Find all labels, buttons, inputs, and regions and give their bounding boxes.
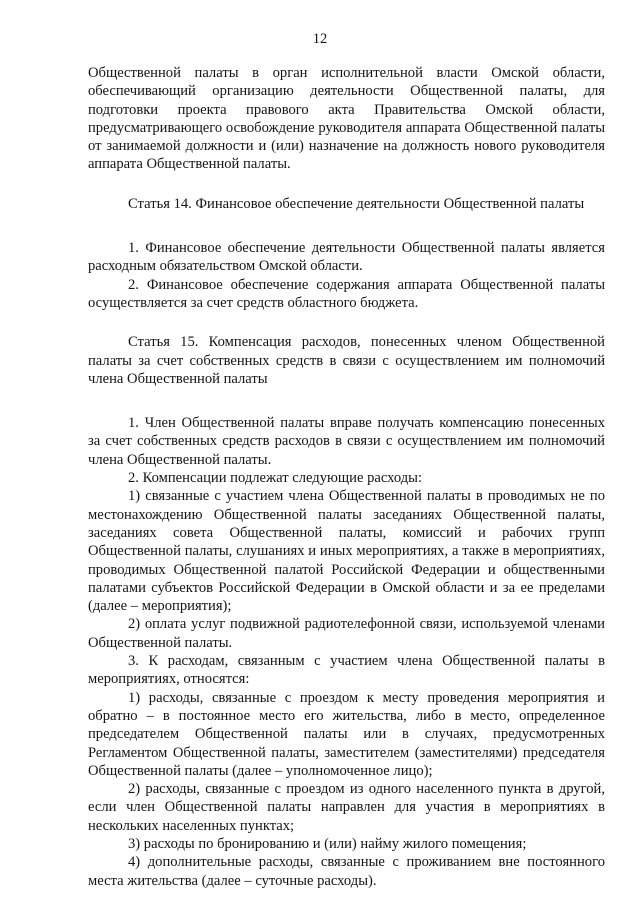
- article-15-paragraph-1: 1. Член Общественной палаты вправе получать компенсацию понесенных за счет собственных средств расходов в связи с осуществлением им полномочий члена Общественной палаты.: [88, 415, 605, 468]
- article-14-paragraph-1: 1. Финансовое обеспечение деятельности Общественной палаты является расходным обязательством Омской области.: [88, 240, 605, 275]
- spacer: [88, 388, 605, 414]
- spacer: [88, 213, 605, 239]
- article-15-paragraph-2: 2. Компенсации подлежат следующие расходы:: [128, 470, 423, 487]
- paragraph-continuation: Общественной палаты в орган исполнительной власти Омской области, обеспечивающий организацию деятельности Общественной палаты, для подготовки проекта правового акта Правительства Омской области, предусматривающего освобождение руководителя аппарата Общественной палаты от занимаемой должности и (или) назначение на должность нового руководителя аппарата Общественной палаты.: [88, 65, 605, 173]
- spacer: [88, 312, 605, 333]
- spacer: [88, 174, 605, 195]
- article-15-paragraph-3-item-2: 2) расходы, связанные с проездом из одного населенного пункта в другой, если член Общественной палаты направлен для участия в мероприятиях в нескольких населенных пунктах;: [88, 781, 605, 834]
- document-body: [88, 64, 605, 890]
- page-number: 12: [312, 31, 328, 47]
- article-14-paragraph-2: 2. Финансовое обеспечение содержания аппарата Общественной палаты осуществляется за счет средств областного бюджета.: [88, 276, 605, 311]
- article-15-paragraph-3: 3. К расходам, связанным с участием члена Общественной палаты в мероприятиях, относятся:: [88, 653, 605, 688]
- article-15-paragraph-3-item-1: 1) расходы, связанные с проездом к месту проведения мероприятия и обратно – в постоянное место его жительства, либо в место, определенное председателем Общественной палаты или в случаях, предусмотренных Регламентом Общественной палаты, заместителем (заместителями) председателя Общественной палаты (далее – уполномоченное лицо);: [88, 689, 605, 779]
- article-15-paragraph-3-item-4: 4) дополнительные расходы, связанные с проживанием вне постоянного места жительства (далее – суточные расходы).: [88, 854, 605, 889]
- article-15-paragraph-2-item-1: 1) связанные с участием члена Общественной палаты в проводимых не по местонахождению Общественной палаты заседаниях Общественной палаты, заседаниях совета Общественной палаты, комиссий и рабочих групп Общественной палаты, слушаниях и иных мероприятиях, а также в мероприятиях, проводимых Общественной палатой Российской Федерации и общественными палатами субъектов Российской Федерации в Омской области и за ее пределами (далее – мероприятия);: [88, 488, 605, 615]
- article-15-heading: Статья 15. Компенсация расходов, понесенных членом Общественной палаты за счет собственных средств в связи с осуществлением им полномочий члена Общественной палаты: [88, 334, 605, 387]
- article-15-paragraph-2-item-2: 2) оплата услуг подвижной радиотелефонной связи, используемой членами Общественной палаты.: [88, 616, 605, 651]
- article-14-heading: Статья 14. Финансовое обеспечение деятельности Общественной палаты: [128, 195, 585, 212]
- article-15-paragraph-3-item-3: 3) расходы по бронированию и (или) найму жилого помещения;: [128, 835, 527, 852]
